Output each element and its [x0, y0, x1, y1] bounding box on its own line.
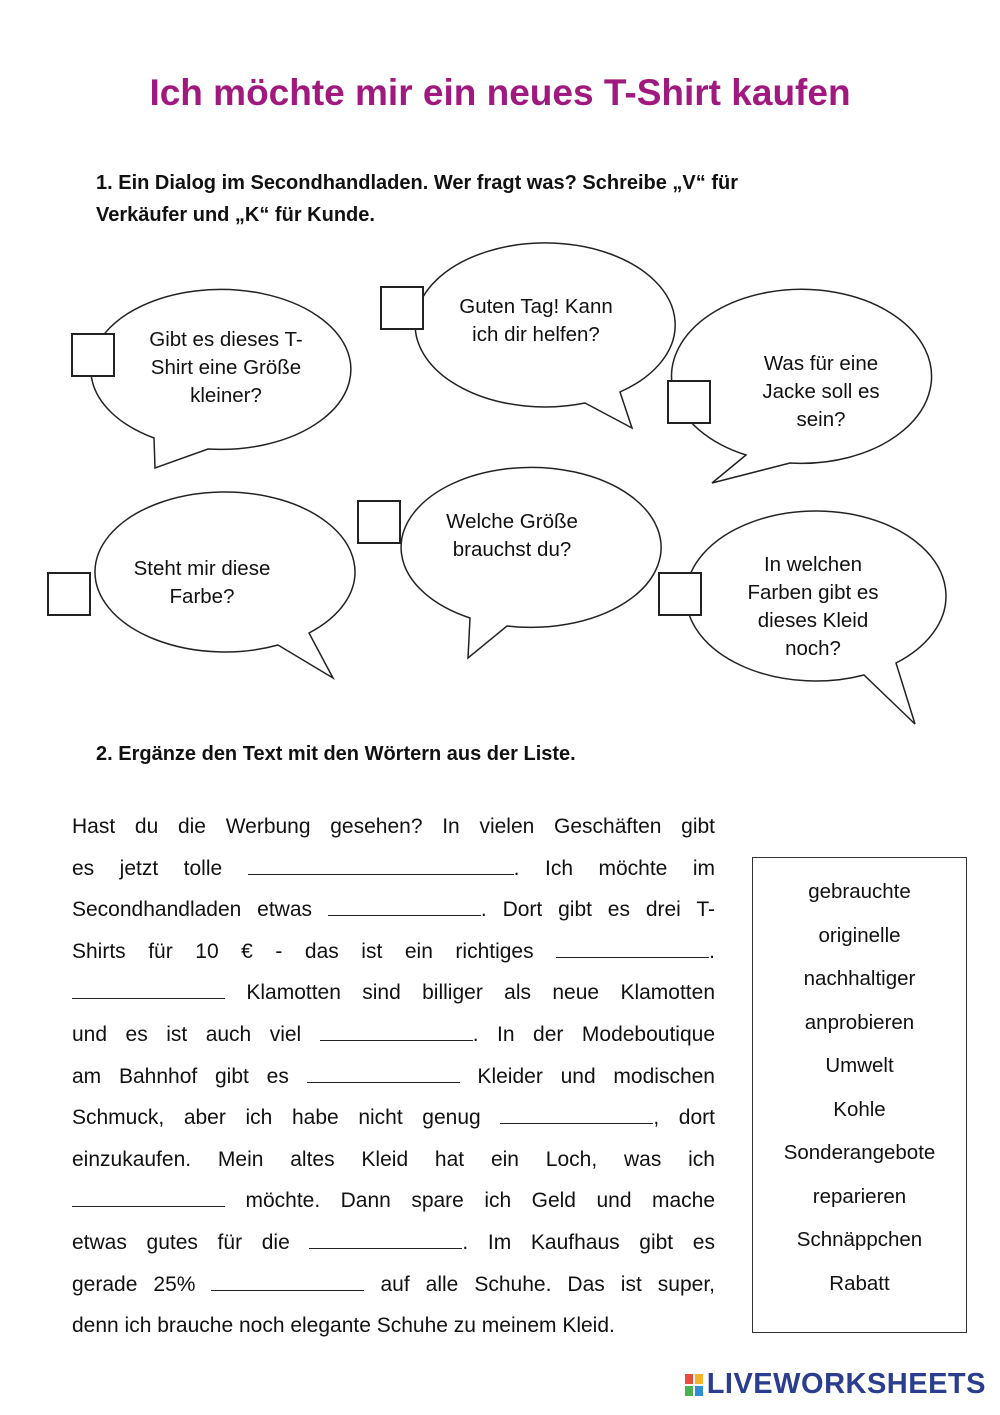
task2-instruction: 2. Ergänze den Text mit den Wörtern aus der Liste. [96, 743, 576, 765]
task1-instruction-line1: 1. Ein Dialog im Secondhandladen. Wer fragt was? Schreibe „V“ für [96, 172, 738, 194]
word-list-item: Rabatt [829, 1272, 890, 1295]
text-line [72, 1139, 715, 1181]
gap-blank[interactable] [307, 1060, 460, 1083]
page-title: Ich möchte mir ein neues T-Shirt kaufen [149, 72, 851, 113]
text-segment: . Ich möchte im [513, 856, 715, 880]
word-list-item: nachhaltiger [803, 967, 916, 990]
word-list-item: gebrauchte [808, 880, 911, 903]
text-segment: auf alle Schuhe. Das ist super, [364, 1272, 716, 1296]
bubble-text-5: Welche Größe brauchst du? [446, 510, 578, 561]
bubble-text-4: Steht mir diese Farbe? [133, 557, 271, 608]
word-list-item: Kohle [833, 1098, 886, 1121]
word-list-box [752, 857, 967, 1333]
text-line [72, 806, 715, 848]
text-line [72, 972, 715, 1014]
text-segment: . [709, 939, 715, 963]
bubble-text-1: Gibt es dieses T- Shirt eine Größe kleiner? [149, 328, 303, 407]
gap-blank[interactable] [72, 1184, 225, 1207]
answer-box-3[interactable] [667, 380, 711, 424]
answer-box-1[interactable] [71, 333, 115, 377]
text-segment: . In der Modeboutique [472, 1022, 715, 1046]
bubble-text-6: In welchen Farben gibt es dieses Kleid noch? [747, 553, 879, 660]
word-list-item: reparieren [812, 1185, 907, 1208]
text-segment: etwas gutes für die [72, 1230, 310, 1254]
text-segment: . Im Kaufhaus gibt es [462, 1230, 715, 1254]
word-list-item: Schnäppchen [796, 1228, 923, 1251]
gap-fill-text [72, 806, 715, 1347]
text-line [72, 1097, 715, 1139]
text-segment: Hast du die Werbung gesehen? In vielen Geschäften gibt [72, 815, 715, 838]
gap-blank[interactable] [248, 852, 514, 875]
logo-icon [685, 1374, 703, 1396]
text-segment: , dort [653, 1106, 715, 1130]
word-list-item: originelle [818, 924, 901, 947]
liveworksheets-logo: LIVEWORKSHEETS [685, 1368, 986, 1401]
gap-blank[interactable] [320, 1018, 473, 1041]
text-line [72, 1222, 715, 1264]
text-segment: Kleider und modischen [459, 1064, 715, 1088]
text-line [72, 1264, 715, 1306]
text-segment: Shirts für 10 € - das ist ein richtiges [72, 939, 557, 963]
gap-blank[interactable] [556, 935, 709, 958]
bubble-text-3: Was für eine Jacke soll es sein? [762, 352, 880, 431]
text-line [72, 1180, 715, 1222]
answer-box-4[interactable] [47, 572, 91, 616]
text-line [72, 1014, 715, 1056]
answer-box-6[interactable] [658, 572, 702, 616]
answer-box-5[interactable] [357, 500, 401, 544]
text-line [72, 848, 715, 890]
text-segment: Secondhandladen etwas [72, 898, 328, 922]
text-line [72, 1056, 715, 1098]
word-list-item: anprobieren [804, 1011, 915, 1034]
text-segment: gerade 25% [72, 1272, 212, 1296]
gap-blank[interactable] [211, 1268, 364, 1291]
text-segment: einzukaufen. Mein altes Kleid hat ein Loch, was ich [72, 1147, 715, 1171]
text-segment: es jetzt tolle [72, 856, 248, 880]
bubble-text-2: Guten Tag! Kann ich dir helfen? [459, 295, 613, 346]
text-segment: Klamotten sind billiger als neue Klamotten [225, 981, 715, 1005]
text-segment: und es ist auch viel [72, 1022, 320, 1046]
word-list-item: Umwelt [825, 1054, 894, 1077]
task1-instruction-line2: Verkäufer und „K“ für Kunde. [96, 204, 375, 226]
answer-box-2[interactable] [380, 286, 424, 330]
gap-blank[interactable] [500, 1101, 653, 1124]
text-line [72, 1305, 715, 1347]
gap-blank[interactable] [328, 893, 481, 916]
text-segment: . Dort gibt es drei T- [480, 898, 715, 922]
gap-blank[interactable] [309, 1226, 462, 1249]
gap-blank[interactable] [72, 976, 225, 999]
text-segment: am Bahnhof gibt es [72, 1064, 307, 1088]
text-line [72, 931, 715, 973]
text-segment: möchte. Dann spare ich Geld und mache [225, 1189, 715, 1213]
text-segment: denn ich brauche noch elegante Schuhe zu meinem Kleid. [72, 1314, 615, 1338]
word-list-item: Sonderangebote [783, 1141, 936, 1164]
text-line [72, 889, 715, 931]
text-segment: Schmuck, aber ich habe nicht genug [72, 1106, 501, 1130]
